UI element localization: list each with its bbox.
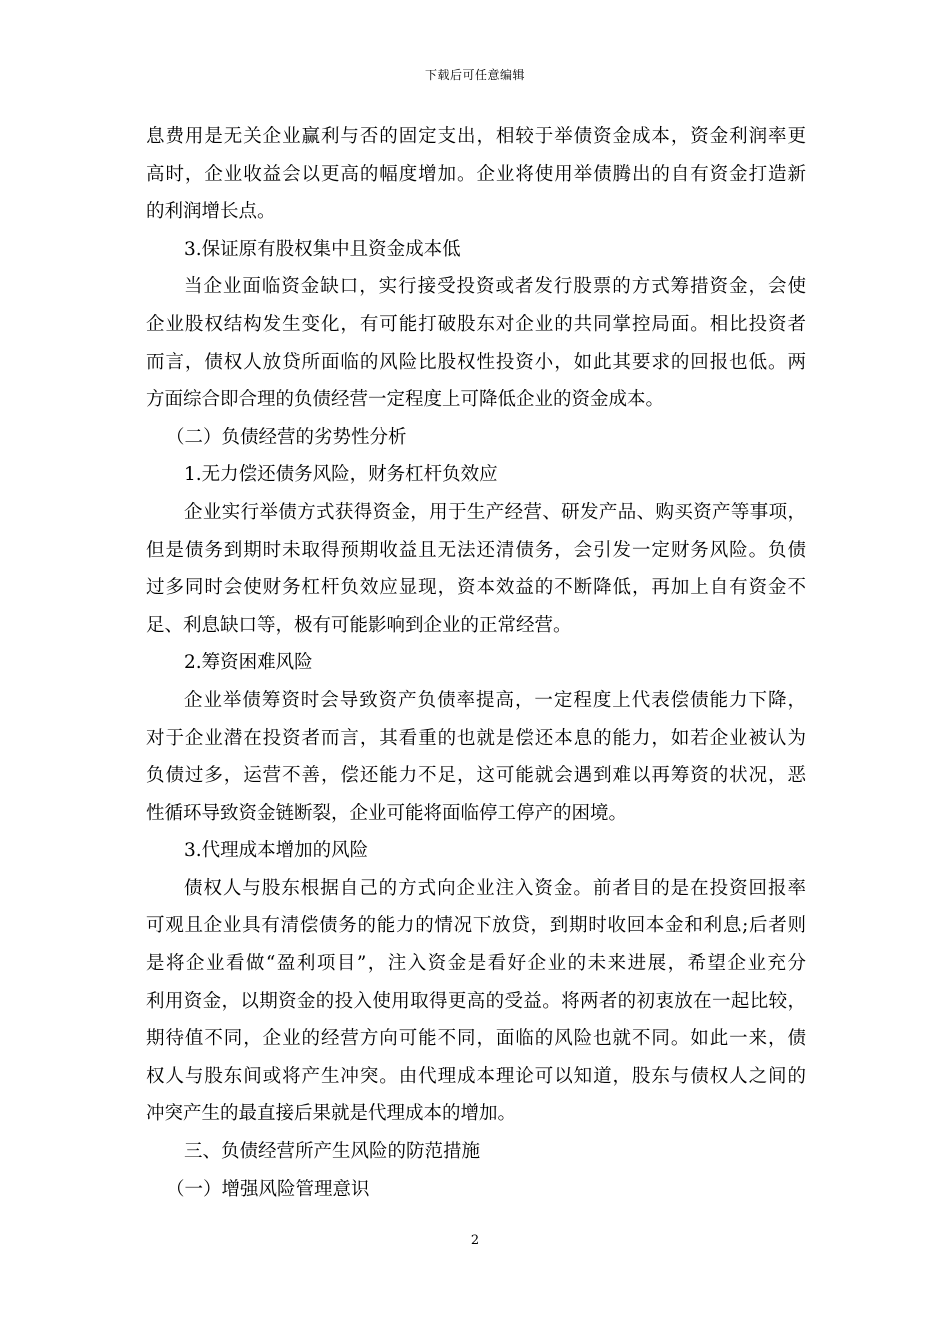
body-line: 是将企业看做“盈利项目”，注入资金是看好企业的未来进展，希望企业充分 [146, 953, 806, 975]
body-line: 企业股权结构发生变化，有可能打破股东对企业的共同掌控局面。相比投资者 [146, 313, 806, 335]
section-heading: 3.代理成本增加的风险 [184, 840, 369, 862]
body-line: 性循环导致资金链断裂，企业可能将面临停工停产的困境。 [146, 802, 628, 824]
body-line: 企业举债筹资时会导致资产负债率提高，一定程度上代表偿债能力下降， [184, 689, 806, 711]
section-heading: 三、负债经营所产生风险的防范措施 [184, 1141, 481, 1163]
section-heading: （二）负债经营的劣势性分析 [166, 426, 407, 448]
body-line: 而言，债权人放贷所面临的风险比股权性投资小，如此其要求的回报也低。两 [146, 351, 806, 373]
page-header: 下载后可任意编辑 [424, 68, 525, 82]
body-line: 当企业面临资金缺口，实行接受投资或者发行股票的方式筹措资金，会使 [184, 276, 806, 298]
body-line: 高时，企业收益会以更高的幅度增加。企业将使用举债腾出的自有资金打造新 [146, 163, 806, 185]
body-line: 企业实行举债方式获得资金，用于生产经营、研发产品、购买资产等事项， [184, 501, 806, 523]
section-heading: 1.无力偿还债务风险，财务杠杆负效应 [184, 464, 498, 486]
section-heading: 2.筹资困难风险 [184, 652, 313, 674]
body-line: 足、利息缺口等，极有可能影响到企业的正常经营。 [146, 614, 572, 636]
body-line: 权人与股东间或将产生冲突。由代理成本理论可以知道，股东与债权人之间的 [146, 1065, 806, 1087]
section-heading: 3.保证原有股权集中且资金成本低 [184, 238, 461, 260]
body-line: 息费用是无关企业赢利与否的固定支出，相较于举债资金成本，资金利润率更 [146, 126, 806, 147]
body-line: 方面综合即合理的负债经营一定程度上可降低企业的资金成本。 [146, 389, 665, 411]
page-number: 2 [470, 1233, 480, 1248]
body-line: 的利润增长点。 [146, 201, 276, 223]
body-line: 冲突产生的最直接后果就是代理成本的增加。 [146, 1103, 517, 1125]
body-line: 对于企业潜在投资者而言，其看重的也就是偿还本息的能力，如若企业被认为 [146, 727, 806, 749]
body-line: 可观且企业具有清偿债务的能力的情况下放贷，到期时收回本金和利息;后者则 [146, 915, 806, 937]
body-line: 负债过多，运营不善，偿还能力不足，这可能就会遇到难以再筹资的状况，恶 [146, 765, 806, 787]
body-line: 但是债务到期时未取得预期收益且无法还清债务，会引发一定财务风险。负债 [146, 539, 806, 561]
body-line: 过多同时会使财务杠杆负效应显现，资本效益的不断降低，再加上自有资金不 [146, 577, 806, 599]
body-line: 期待值不同，企业的经营方向可能不同，面临的风险也就不同。如此一来，债 [146, 1028, 806, 1050]
section-heading: （一）增强风险管理意识 [166, 1178, 370, 1200]
document-body [146, 118, 806, 1208]
body-line: 利用资金，以期资金的投入使用取得更高的受益。将两者的初衷放在一起比较， [146, 990, 806, 1012]
body-line: 债权人与股东根据自己的方式向企业注入资金。前者目的是在投资回报率 [184, 877, 806, 899]
